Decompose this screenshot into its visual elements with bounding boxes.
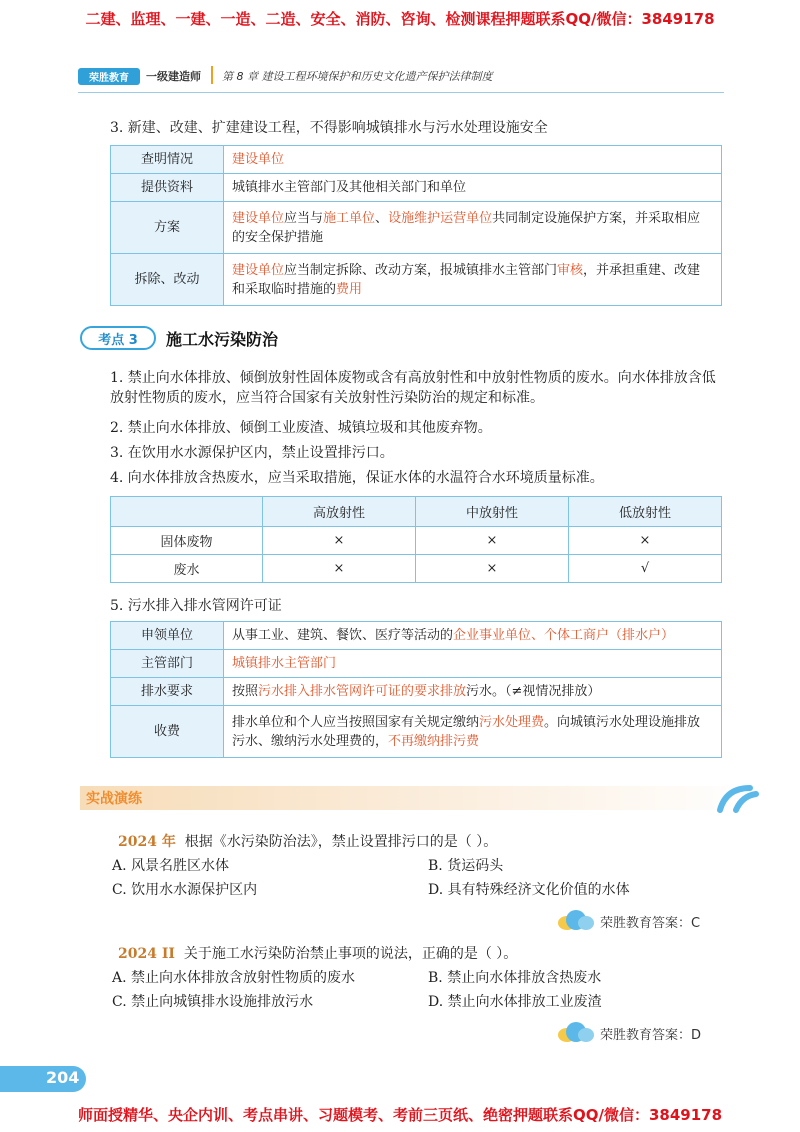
option-b: B. 货运码头 xyxy=(428,858,504,874)
section5-table xyxy=(110,621,722,758)
body-text: 。向城镇污水处理设施排放污水、缴纳污水处理费的， xyxy=(232,714,701,749)
brand-logo: 荣胜教育 xyxy=(78,68,140,85)
kaodian-item-4: 4. 向水体排放含热废水，应当采取措施，保证水体的水温符合水环境质量标准。 xyxy=(110,470,604,486)
option-c: C. 饮用水水源保护区内 xyxy=(112,882,258,898)
cell: 固体废物 xyxy=(111,527,263,555)
body-text: 城镇排水主管部门及其他相关部门和单位 xyxy=(232,180,467,195)
cell: × xyxy=(263,555,416,583)
cell: × xyxy=(263,527,416,555)
highlight-text: 建设单位 xyxy=(232,262,285,278)
section3-title: 3. 新建、改建、扩建建设工程，不得影响城镇排水与污水处理设施安全 xyxy=(110,120,548,136)
row-key: 排水要求 xyxy=(111,678,224,706)
table-row xyxy=(111,202,722,254)
table-row xyxy=(111,622,722,650)
highlight-text: 设施维护运营单位 xyxy=(388,210,493,226)
body-text: ，并承担重建、改建和采取临时措施的 xyxy=(232,262,701,297)
row-value xyxy=(224,146,722,174)
page-number: 204 xyxy=(46,1068,80,1087)
body-text: 从事工业、建筑、餐饮、医疗等活动的 xyxy=(232,628,454,643)
highlight-text: 建设单位 xyxy=(232,152,285,167)
highlight-text: 污水处理费 xyxy=(479,714,545,730)
table-row xyxy=(111,678,722,706)
header-cell xyxy=(111,497,263,527)
question-1-stem xyxy=(118,832,497,852)
highlight-text: 施工单位 xyxy=(323,210,376,226)
cloud-icon xyxy=(556,906,596,932)
body-text: 共同制定设施保护方案，并采取相应的安全保护措施 xyxy=(232,210,701,245)
kaodian-title: 施工水污染防治 xyxy=(166,329,279,349)
table-header-row xyxy=(111,497,722,527)
header-cell: 中放射性 xyxy=(416,497,569,527)
answer-1: 荣胜教育答案：C xyxy=(600,916,701,931)
row-value xyxy=(224,706,722,758)
row-key: 申领单位 xyxy=(111,622,224,650)
highlight-text: 污水排入排水管网许可证的要求排放 xyxy=(258,684,467,699)
body-text: 按照 xyxy=(232,684,259,699)
body-text: 污水。（≠视情况排放） xyxy=(466,684,601,699)
cloud-icon xyxy=(556,1018,596,1044)
row-key: 方案 xyxy=(111,202,224,254)
header-cell: 低放射性 xyxy=(569,497,722,527)
table-row xyxy=(111,174,722,202)
question-1-year: 2024 年 xyxy=(118,834,176,850)
highlight-text: 审核 xyxy=(557,262,584,278)
kaodian-item-2: 2. 禁止向水体排放、倾倒工业废渣、城镇垃圾和其他废弃物。 xyxy=(110,420,492,436)
option-a: A. 禁止向水体排放含放射性物质的废水 xyxy=(112,970,356,986)
highlight-text: 建设单位 xyxy=(232,210,285,226)
kaodian-item-1: 1. 禁止向水体排放、倾倒放射性固体废物或含有高放射性和中放射性物质的废水。向水体排放含低放射性物质的废水，应当符合国家有关放射性污染防治的规定和标准。 xyxy=(110,370,716,406)
body-text: 排水单位和个人应当按照国家有关规定缴纳 xyxy=(232,714,480,730)
question-2-year: 2024 II xyxy=(118,946,175,962)
cell: 废水 xyxy=(111,555,263,583)
question-2-text: 关于施工水污染防治禁止事项的说法，正确的是（ ）。 xyxy=(183,946,518,962)
header-rule xyxy=(78,92,724,93)
question-2-stem xyxy=(118,944,517,964)
table-row xyxy=(111,254,722,306)
header-chapter: 第 8 章 建设工程环境保护和历史文化遗产保护法律制度 xyxy=(222,70,493,83)
answer-2: 荣胜教育答案：D xyxy=(600,1028,702,1043)
cell: √ xyxy=(569,555,722,583)
option-b: B. 禁止向水体排放含热废水 xyxy=(428,970,602,986)
cell: × xyxy=(416,555,569,583)
table-row xyxy=(111,650,722,678)
promo-banner-bottom: 师面授精华、央企内训、考点串讲、习题模考、考前三页纸、绝密押题联系QQ/微信：3849178 xyxy=(77,1106,723,1124)
section3-table xyxy=(110,145,722,306)
table-row xyxy=(111,706,722,758)
option-d: D. 具有特殊经济文化价值的水体 xyxy=(428,882,630,898)
header-series: 一级建造师 xyxy=(146,70,201,83)
practice-banner xyxy=(80,786,756,810)
table-row xyxy=(111,527,722,555)
row-key: 提供资料 xyxy=(111,174,224,202)
row-value xyxy=(224,650,722,678)
section5-title: 5. 污水排入排水管网许可证 xyxy=(110,598,282,614)
body-text: 应当与 xyxy=(284,210,324,226)
kaodian-heading xyxy=(80,326,278,350)
practice-title: 实战演练 xyxy=(86,791,142,807)
row-value xyxy=(224,678,722,706)
row-key: 拆除、改动 xyxy=(111,254,224,306)
option-c: C. 禁止向城镇排水设施排放污水 xyxy=(112,994,314,1010)
kaodian-badge: 考点 3 xyxy=(80,326,156,350)
cell: × xyxy=(416,527,569,555)
cell: × xyxy=(569,527,722,555)
kaodian-item-3: 3. 在饮用水水源保护区内，禁止设置排污口。 xyxy=(110,445,394,461)
row-value xyxy=(224,254,722,306)
row-value xyxy=(224,622,722,650)
promo-banner-top: 二建、监理、一建、一造、二造、安全、消防、咨询、检测课程押题联系QQ/微信：3849178 xyxy=(85,10,715,28)
header-separator xyxy=(211,66,213,84)
highlight-text: 企业事业单位、个体工商户（排水户） xyxy=(453,628,675,643)
body-text: 应当制定拆除、改动方案，报城镇排水主管部门 xyxy=(284,262,558,278)
table-row xyxy=(111,146,722,174)
highlight-text: 城镇排水主管部门 xyxy=(232,656,337,671)
highlight-text: 不再缴纳排污费 xyxy=(388,733,480,749)
row-key: 查明情况 xyxy=(111,146,224,174)
row-key: 收费 xyxy=(111,706,224,758)
row-value xyxy=(224,174,722,202)
row-key: 主管部门 xyxy=(111,650,224,678)
table-row xyxy=(111,555,722,583)
header-cell: 高放射性 xyxy=(263,497,416,527)
option-d: D. 禁止向水体排放工业废渣 xyxy=(428,994,602,1010)
radiation-table xyxy=(110,496,722,583)
highlight-text: 费用 xyxy=(336,281,363,297)
option-a: A. 风景名胜区水体 xyxy=(112,858,230,874)
row-value xyxy=(224,202,722,254)
banner-decoration-icon xyxy=(716,784,760,814)
question-1-text: 根据《水污染防治法》，禁止设置排污口的是（ ）。 xyxy=(184,834,498,850)
body-text: 、 xyxy=(375,210,389,226)
